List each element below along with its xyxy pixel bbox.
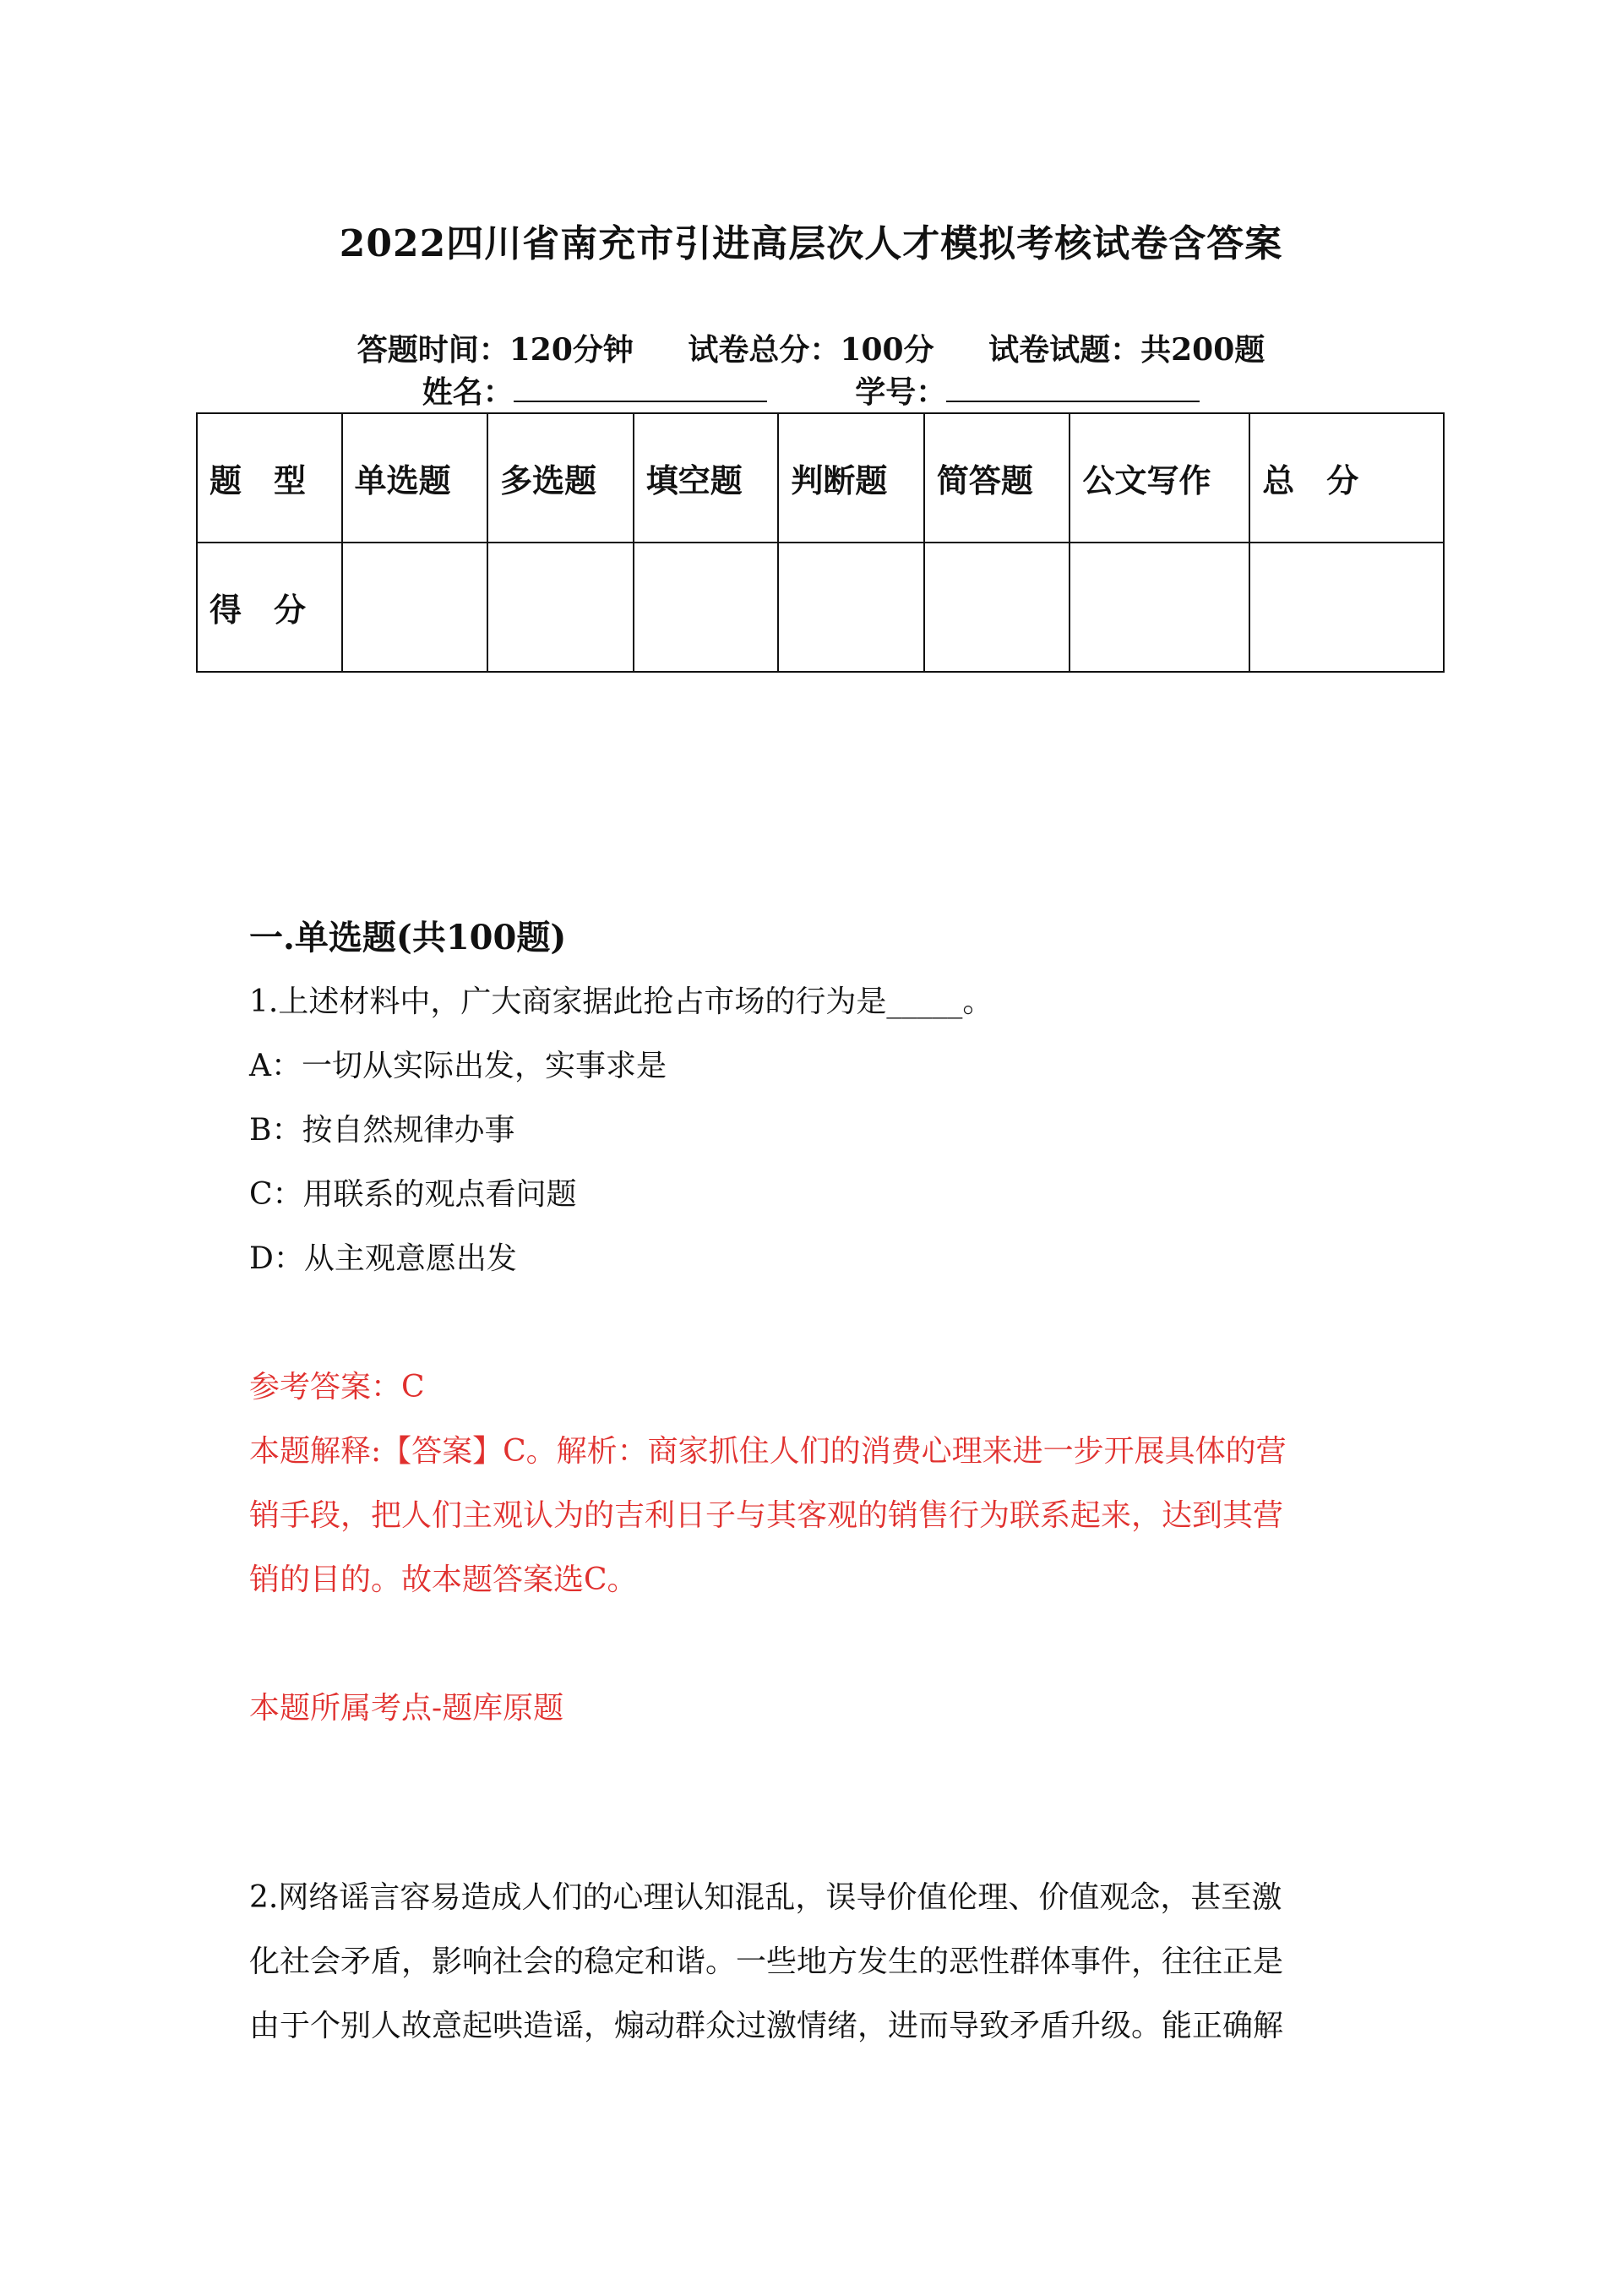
question-2-line: 2.网络谣言容易造成人们的心理认知混乱，误导价值伦理、价值观念，甚至激	[249, 1880, 1282, 1915]
exam-total-score: 试卷总分：100分	[688, 332, 934, 368]
option-d: D：从主观意愿出发	[249, 1241, 517, 1276]
score-table-header-row	[197, 413, 1444, 543]
student-id-field	[855, 368, 1200, 412]
option-a: A：一切从实际出发，实事求是	[249, 1049, 667, 1083]
score-cell[interactable]	[924, 543, 1070, 672]
header-cell-total: 总 分	[1249, 413, 1444, 543]
student-id-label: 学号：	[855, 374, 947, 410]
score-cell[interactable]	[1070, 543, 1249, 672]
exam-meta	[0, 326, 1622, 369]
explanation-line: 销手段，把人们主观认为的吉利日子与其客观的销售行为联系起来，达到其营	[249, 1498, 1284, 1533]
name-blank[interactable]	[514, 375, 767, 402]
student-id-blank[interactable]	[946, 375, 1200, 402]
header-cell-true-false: 判断题	[778, 413, 924, 543]
question-stem: 1.上述材料中，广大商家据此抢占市场的行为是_____。	[249, 984, 993, 1019]
question-2	[249, 1866, 1377, 2059]
score-table-score-row	[197, 543, 1444, 672]
name-label: 姓名：	[422, 374, 514, 410]
option-c: C：用联系的观点看问题	[249, 1177, 577, 1212]
score-table	[196, 412, 1445, 673]
question-1-topic: 本题所属考点-题库原题	[249, 1691, 564, 1726]
question-1	[249, 970, 1377, 1291]
header-cell-multi-choice: 多选题	[487, 413, 634, 543]
question-2-line: 由于个别人故意起哄造谣，煽动群众过激情绪，进而导致矛盾升级。能正确解	[249, 2009, 1284, 2043]
question-2-line: 化社会矛盾，影响社会的稳定和谐。一些地方发生的恶性群体事件，往往正是	[249, 1944, 1284, 1979]
explanation-line: 销的目的。故本题答案选C。	[249, 1562, 638, 1597]
exam-title: 2022四川省南充市引进高层次人才模拟考核试卷含答案	[339, 222, 1283, 265]
score-cell[interactable]	[778, 543, 924, 672]
score-cell[interactable]	[1249, 543, 1444, 672]
section-title: 一.单选题(共100题)	[249, 918, 567, 957]
score-cell[interactable]	[487, 543, 634, 672]
option-b: B：按自然规律办事	[249, 1113, 515, 1148]
exam-question-count: 试卷试题：共200题	[988, 332, 1265, 368]
header-cell-single-choice: 单选题	[342, 413, 488, 543]
question-1-answer-block	[249, 1355, 1377, 1612]
student-info	[0, 368, 1622, 412]
score-cell[interactable]	[634, 543, 779, 672]
name-field	[422, 368, 767, 412]
header-cell-official-writing: 公文写作	[1070, 413, 1249, 543]
score-cell[interactable]	[342, 543, 488, 672]
explanation-line: 本题解释:【答案】C。解析：商家抓住人们的消费心理来进一步开展具体的营	[249, 1434, 1287, 1469]
exam-time: 答题时间：120分钟	[357, 332, 634, 368]
score-row-label: 得 分	[197, 543, 342, 672]
header-cell-type: 题 型	[197, 413, 342, 543]
header-cell-short-answer: 简答题	[924, 413, 1070, 543]
header-cell-fill-blank: 填空题	[634, 413, 779, 543]
reference-answer: 参考答案：C	[249, 1370, 425, 1404]
